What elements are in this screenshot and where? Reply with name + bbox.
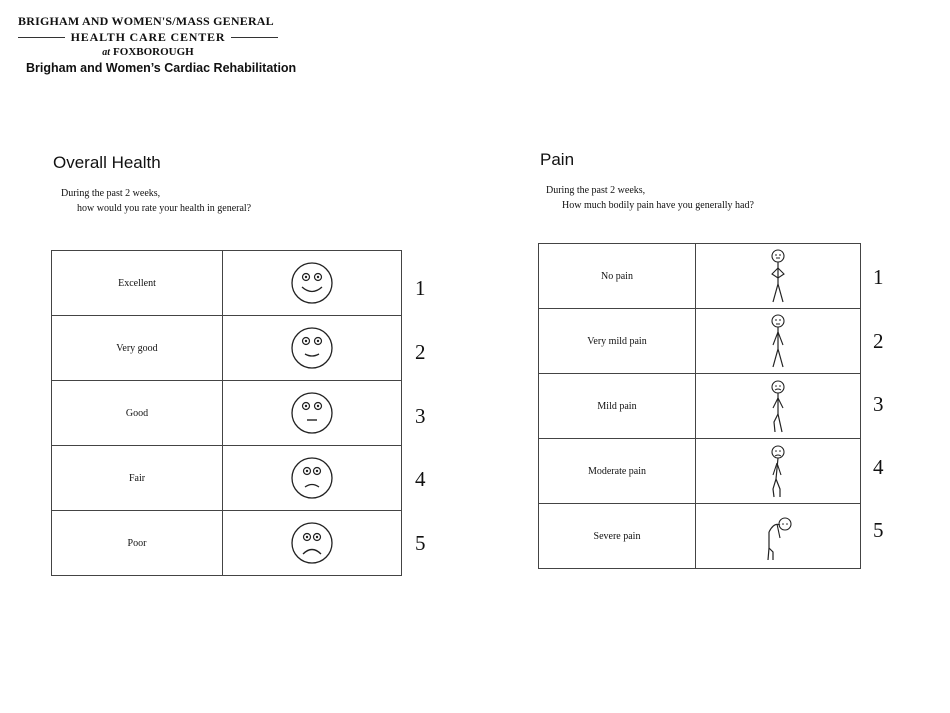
health-face-cell — [223, 446, 402, 511]
health-face-cell — [223, 251, 402, 316]
pain-figure-cell — [696, 374, 861, 439]
pain-label-none: No pain — [539, 244, 696, 309]
overall-health-table — [51, 250, 402, 576]
table-row — [52, 511, 402, 576]
clinic-location-text: FOXBOROUGH — [113, 46, 194, 58]
leaning-figure-icon — [763, 378, 793, 434]
slightly-happy-face-icon — [290, 326, 334, 370]
program-subtitle: Brigham and Women’s Cardiac Rehabilitation — [26, 61, 297, 75]
pain-label-mild: Mild pain — [539, 374, 696, 439]
table-row — [52, 446, 402, 511]
pain-question-line1: During the past 2 weeks, — [546, 185, 646, 196]
table-row — [52, 251, 402, 316]
clinic-header — [18, 14, 278, 58]
upright-figure-icon — [763, 248, 793, 304]
health-label-fair: Fair — [52, 446, 223, 511]
pain-label-severe: Severe pain — [539, 504, 696, 569]
clinic-name-line2 — [18, 30, 278, 45]
sad-face-icon — [290, 521, 334, 565]
pain-rating-number-3: 3 — [873, 392, 884, 416]
health-rating-number-2: 2 — [415, 340, 426, 364]
slightly-sad-face-icon — [290, 456, 334, 500]
table-row — [539, 244, 861, 309]
standing-figure-icon — [763, 313, 793, 369]
pain-figure-cell — [696, 309, 861, 374]
pain-question — [546, 183, 754, 213]
pain-figure-cell — [696, 244, 861, 309]
pain-rating-number-4: 4 — [873, 455, 884, 479]
pain-title: Pain — [540, 150, 575, 169]
table-row — [539, 439, 861, 504]
header-rule-right — [231, 37, 278, 38]
clinic-location — [18, 46, 278, 58]
happy-face-icon — [290, 261, 334, 305]
health-label-excellent: Excellent — [52, 251, 223, 316]
pain-rating-number-1: 1 — [873, 265, 884, 289]
bent-over-figure-icon — [760, 508, 796, 564]
table-row — [52, 316, 402, 381]
clinic-name-line2-text: HEALTH CARE CENTER — [70, 30, 226, 44]
health-face-cell — [223, 381, 402, 446]
pain-label-very-mild: Very mild pain — [539, 309, 696, 374]
health-rating-number-1: 1 — [415, 276, 426, 300]
pain-figure-cell — [696, 504, 861, 569]
clinic-location-prefix: at — [102, 47, 111, 58]
pain-rating-number-2: 2 — [873, 329, 884, 353]
overall-health-question — [61, 186, 251, 216]
health-label-very-good: Very good — [52, 316, 223, 381]
header-rule-left — [18, 37, 65, 38]
health-label-good: Good — [52, 381, 223, 446]
health-face-cell — [223, 316, 402, 381]
pain-question-line2: How much bodily pain have you generally had? — [562, 200, 754, 211]
table-row — [539, 374, 861, 439]
health-rating-number-4: 4 — [415, 467, 426, 491]
table-row — [52, 381, 402, 446]
health-rating-number-5: 5 — [415, 531, 426, 555]
table-row — [539, 504, 861, 569]
pain-rating-number-5: 5 — [873, 518, 884, 542]
overall-health-question-line1: During the past 2 weeks, — [61, 188, 161, 199]
health-rating-number-3: 3 — [415, 404, 426, 428]
health-label-poor: Poor — [52, 511, 223, 576]
pain-label-moderate: Moderate pain — [539, 439, 696, 504]
overall-health-question-line2: how would you rate your health in general? — [77, 203, 252, 214]
clinic-name-line1: BRIGHAM AND WOMEN'S/MASS GENERAL — [18, 14, 274, 28]
health-face-cell — [223, 511, 402, 576]
neutral-face-icon — [290, 391, 334, 435]
pain-figure-cell — [696, 439, 861, 504]
overall-health-title: Overall Health — [53, 153, 161, 172]
pain-table — [538, 243, 861, 569]
slumped-figure-icon — [763, 443, 793, 499]
table-row — [539, 309, 861, 374]
